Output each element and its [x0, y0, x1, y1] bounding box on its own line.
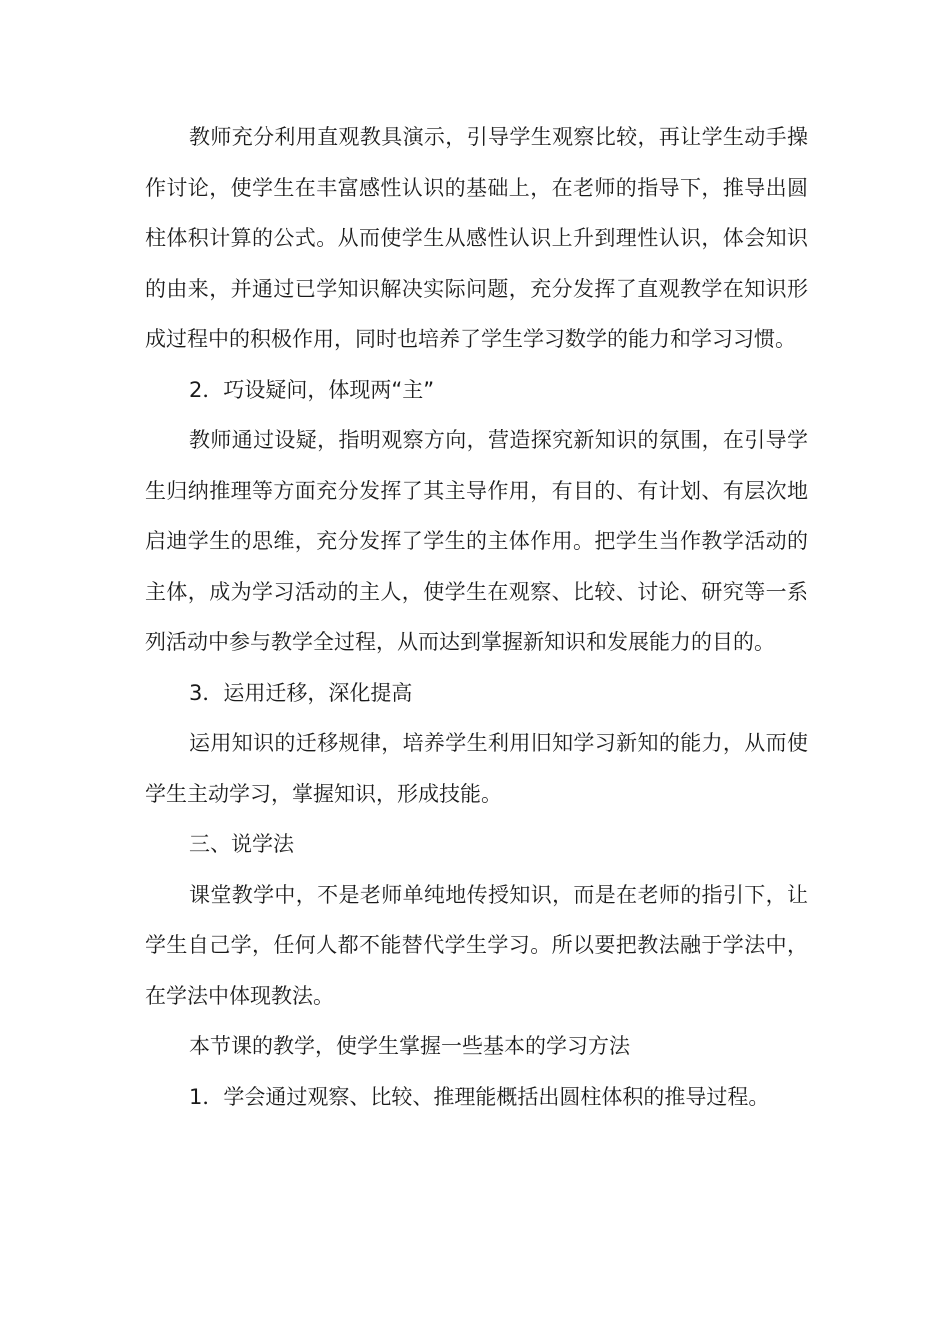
paragraph-teacher-guidance: 教师通过设疑，指明观察方向，营造探究新知识的氛围，在引导学生归纳推理等方面充分发挥了其主导作用，有目的、有计划、有层次地启迪学生的思维，充分发挥了学生的主体作用。把学生当作教学活动的主体，成为学习活动的主人，使学生在观察、比较、讨论、研究等一系列活动中参与教学全过程，从而达到掌握新知识和发展能力的目的。 [145, 428, 808, 654]
heading-transfer-deepen: 3．运用迁移，深化提高 [189, 680, 413, 705]
document-body [145, 112, 808, 1122]
paragraph-knowledge-transfer: 运用知识的迁移规律，培养学生利用旧知学习新知的能力，从而使学生主动学习，掌握知识，形成技能。 [145, 731, 808, 806]
paragraph-classroom-teaching: 课堂教学中，不是老师单纯地传授知识，而是在老师的指引下，让学生自己学，任何人都不能替代学生学习。所以要把教法融于学法中，在学法中体现教法。 [145, 882, 808, 1008]
heading-learning-methods: 三、说学法 [189, 832, 294, 856]
paragraph-observation-teaching: 教师充分利用直观教具演示，引导学生观察比较，再让学生动手操作讨论，使学生在丰富感性认识的基础上，在老师的指导下，推导出圆柱体积计算的公式。从而使学生从感性认识上升到理性认识，体会知识的由来，并通过已学知识解决实际问题，充分发挥了直观教学在知识形成过程中的积极作用，同时也培养了学生学习数学的能力和学习习惯。 [145, 125, 808, 351]
list-item-method-1: 1．学会通过观察、比较、推理能概括出圆柱体积的推导过程。 [189, 1084, 770, 1109]
heading-clever-questions: 2．巧设疑问，体现两“主” [189, 377, 435, 402]
line-basic-methods-intro: 本节课的教学，使学生掌握一些基本的学习方法 [189, 1034, 630, 1058]
